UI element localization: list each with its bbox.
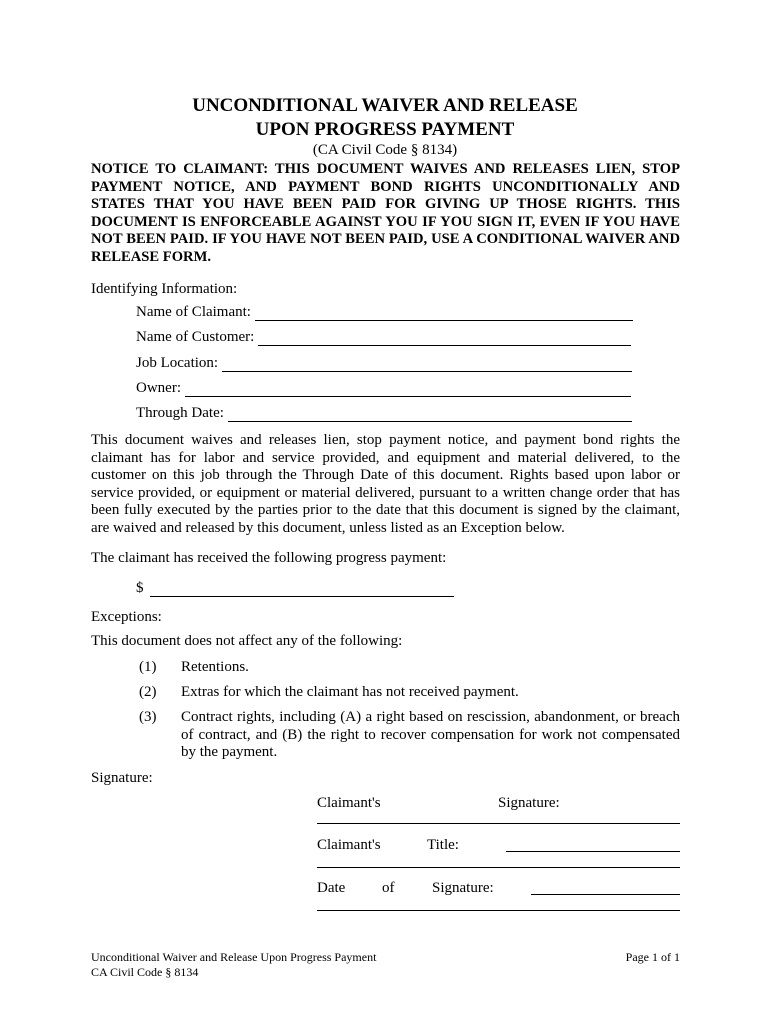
exception-item-extras: Extras for which the claimant has not received payment.: [181, 684, 519, 700]
exception-item-contract-rights: Contract rights, including (A) a right based on rescission, abandonment, or breach of contract, and (B) the right to recover compensation for work not compensated by the payment.: [181, 709, 680, 760]
customer-name-field[interactable]: [136, 328, 631, 346]
code-reference: (CA Civil Code § 8134): [312, 142, 458, 158]
through-date-line[interactable]: [228, 407, 632, 422]
footer-code-reference: CA Civil Code § 8134: [91, 965, 199, 979]
date-of-signature-label-word: of: [382, 880, 395, 896]
claimant-name-line[interactable]: [255, 306, 633, 321]
job-location-field[interactable]: [136, 354, 632, 372]
claimant-title-line[interactable]: [317, 867, 680, 868]
exceptions-intro: This document does not affect any of the following:: [91, 633, 403, 649]
claimant-title-inline-line[interactable]: [506, 851, 680, 852]
date-of-signature-label-word: Signature:: [432, 880, 494, 896]
exception-number: (2): [139, 684, 157, 700]
customer-name-label: Name of Customer:: [136, 328, 255, 345]
date-of-signature-line[interactable]: [317, 910, 680, 911]
claimant-signature-label: Claimant's: [317, 795, 381, 811]
claimant-signature-label-word: Signature:: [498, 795, 560, 811]
payment-statement: The claimant has received the following progress payment:: [91, 550, 447, 566]
claimant-signature-line[interactable]: [317, 823, 680, 824]
payment-amount-field[interactable]: [136, 579, 454, 597]
through-date-field[interactable]: [136, 404, 632, 422]
job-location-label: Job Location:: [136, 354, 219, 371]
owner-field[interactable]: [136, 379, 631, 397]
identifying-information-heading: Identifying Information:: [91, 281, 238, 297]
claimant-title-label-word: Title:: [427, 837, 459, 853]
date-of-signature-inline-line[interactable]: [531, 894, 680, 895]
claimant-title-label: Claimant's: [317, 837, 381, 853]
document-title-line-1: UNCONDITIONAL WAIVER AND RELEASE: [192, 95, 578, 116]
claimant-name-label: Name of Claimant:: [136, 303, 251, 320]
claimant-name-field[interactable]: [136, 303, 633, 321]
waiver-body-paragraph: This document waives and releases lien, stop payment notice, and payment bond rights the claimant has for labor and service provided, and equipment and material delivered, to the customer on this job through the Through Date of this document. Rights based upon labor or service provided, or equipment or material delivered, pursuant to a written change order that has been fully executed by the parties prior to the date that this document is signed by the claimant, are waived and released by this document, unless listed as an Exception below.: [91, 432, 680, 536]
customer-name-line[interactable]: [258, 331, 631, 346]
payment-amount-line[interactable]: [150, 582, 454, 597]
footer-document-title: Unconditional Waiver and Release Upon Progress Payment: [91, 950, 377, 964]
exception-number: (3): [139, 709, 157, 725]
exception-item-retentions: Retentions.: [181, 659, 249, 675]
owner-label: Owner:: [136, 379, 181, 396]
document-title-line-2: UPON PROGRESS PAYMENT: [255, 119, 515, 140]
exceptions-heading: Exceptions:: [91, 609, 162, 625]
exception-number: (1): [139, 659, 157, 675]
dollar-sign: $: [136, 579, 144, 596]
through-date-label: Through Date:: [136, 404, 224, 421]
date-of-signature-label: Date: [317, 880, 346, 896]
owner-line[interactable]: [185, 382, 631, 397]
footer-page-number: Page 1 of 1: [625, 950, 680, 964]
notice-to-claimant: NOTICE TO CLAIMANT: THIS DOCUMENT WAIVES AND RELEASES LIEN, STOP PAYMENT NOTICE, AND PAYMENT BOND RIGHTS UNCONDITIONALLY AND STATES THAT YOU HAVE BEEN PAID FOR GIVING UP THOSE RIGHTS. THIS DOCUMENT IS ENFORCEABLE AGAINST YOU IF YOU SIGN IT, EVEN IF YOU HAVE NOT BEEN PAID. IF YOU HAVE NOT BEEN PAID, USE A CONDITIONAL WAIVER AND RELEASE FORM.: [91, 161, 680, 265]
signature-heading: Signature:: [91, 770, 153, 786]
job-location-line[interactable]: [222, 357, 632, 372]
